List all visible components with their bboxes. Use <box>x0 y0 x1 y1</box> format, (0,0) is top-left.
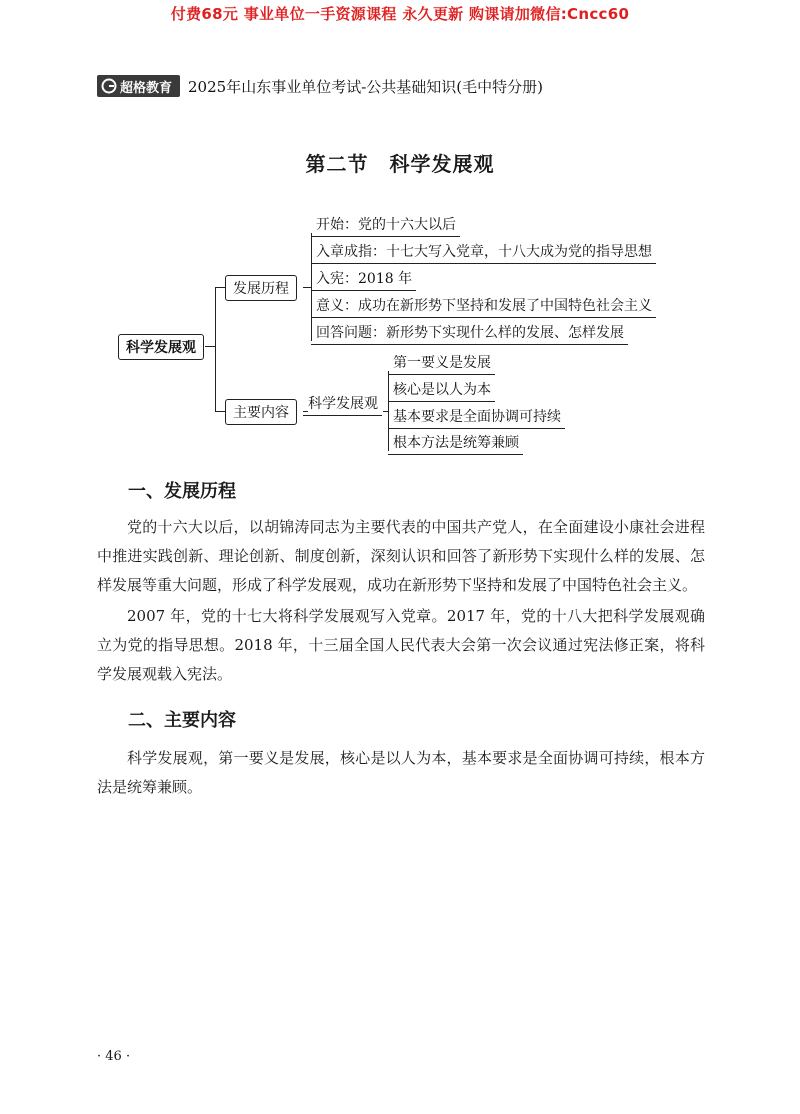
connector-line <box>215 287 225 288</box>
mindmap-sub-label <box>303 393 382 416</box>
paragraph: 2007 年，党的十七大将科学发展观写入党章。2017 年，党的十八大把科学发展观确立为党的指导思想。2018 年，十三届全国人民代表大会第一次会议通过宪法修正案，将科学发展观载入宪法。 <box>97 607 705 683</box>
mindmap-branch-content <box>225 399 297 425</box>
mindmap-leaf: 开始：党的十六大以后 <box>311 214 460 237</box>
mindmap-leaf: 根本方法是统筹兼顾 <box>388 432 523 455</box>
mindmap-branch-development <box>225 275 297 301</box>
mindmap-root-label: 科学发展观 <box>126 340 196 356</box>
page-number: · 46 · <box>97 1049 131 1064</box>
section-heading: 一、发展历程 <box>128 481 236 502</box>
connector-line <box>303 287 311 288</box>
section-title: 第二节 科学发展观 <box>305 152 495 176</box>
page-header <box>97 74 543 98</box>
logo-text: 超格教育 <box>120 80 173 96</box>
mindmap-branch-label: 发展历程 <box>233 281 289 297</box>
mindmap-branch-label: 主要内容 <box>233 405 289 421</box>
connector-line <box>205 346 215 347</box>
header-title: 2025年山东事业单位考试-公共基础知识(毛中特分册) <box>188 77 543 96</box>
mindmap-root <box>118 334 204 360</box>
mindmap-sub-label-text: 科学发展观 <box>308 396 378 412</box>
mindmap-leaf: 意义：成功在新形势下坚持和发展了中国特色社会主义 <box>311 295 656 318</box>
mindmap-leaf: 第一要义是发展 <box>388 352 495 375</box>
watermark-banner: 付费68元 事业单位一手资源课程 永久更新 购课请加微信:Cncc60 <box>170 5 630 23</box>
mindmap-leaf: 基本要求是全面协调可持续 <box>388 406 565 429</box>
connector-line <box>215 411 225 412</box>
mindmap-leaf: 回答问题：新形势下实现什么样的发展、怎样发展 <box>311 322 628 345</box>
paragraph: 科学发展观，第一要义是发展，核心是以人为本，基本要求是全面协调可持续，根本方法是统筹兼顾。 <box>97 749 705 796</box>
logo <box>97 75 180 97</box>
section-heading: 二、主要内容 <box>128 710 236 731</box>
mindmap-leaf: 入宪：2018 年 <box>311 268 416 291</box>
mindmap-leaf: 核心是以人为本 <box>388 379 495 402</box>
paragraph: 党的十六大以后，以胡锦涛同志为主要代表的中国共产党人，在全面建设小康社会进程中推进实践创新、理论创新、制度创新，深刻认识和回答了新形势下实现什么样的发展、怎样发展等重大问题，形成了科学发展观，成功在新形势下坚持和发展了中国特色社会主义。 <box>97 518 705 594</box>
connector-line <box>215 287 216 411</box>
mindmap-leaf: 入章成指：十七大写入党章，十八大成为党的指导思想 <box>311 241 656 264</box>
logo-g-icon <box>101 78 117 94</box>
